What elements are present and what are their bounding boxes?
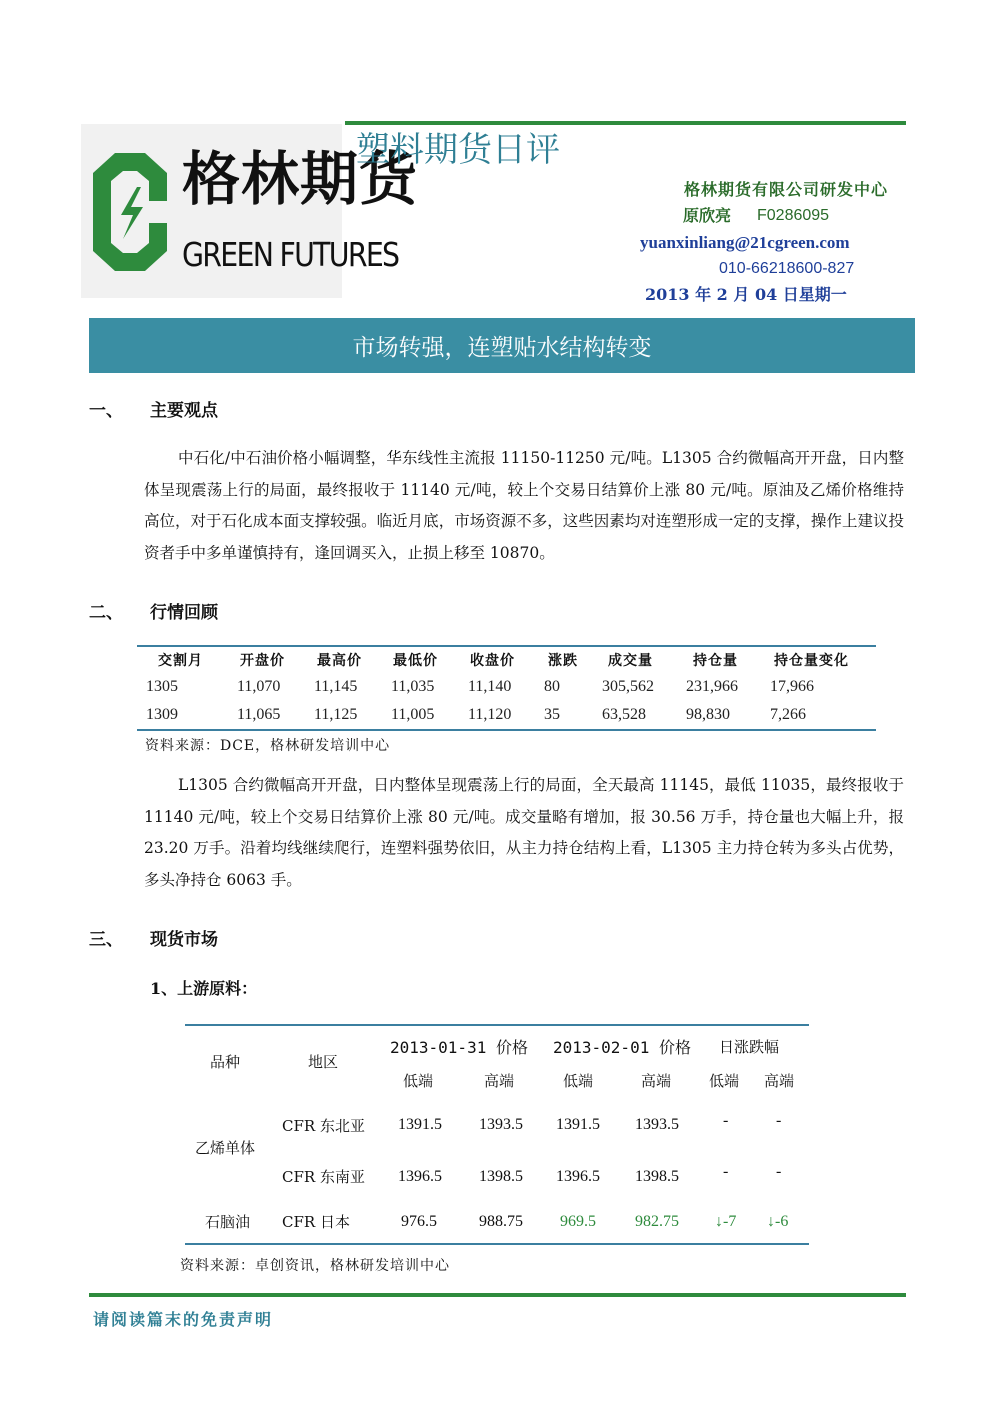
subsection-upstream-title: 1、上游原料： — [150, 979, 258, 998]
report-date: 2013 年 2 月 04 日星期一 — [645, 285, 847, 304]
table2-cell: 982.75 — [635, 1213, 679, 1230]
section-3-number: 三、 — [89, 930, 123, 950]
table1-header-cell: 涨跌 — [548, 653, 578, 669]
table1-cell: 231,966 — [686, 678, 738, 695]
table2-header-low: 低端 — [403, 1072, 434, 1090]
table2-variety-naphtha: 石脑油 — [205, 1213, 251, 1231]
table1-bottom-rule — [137, 729, 876, 731]
table1-cell: 7,266 — [770, 706, 806, 723]
author-phone: 010-66218600-827 — [719, 260, 855, 277]
table2-cell: ↓-6 — [767, 1213, 789, 1230]
author-license: F0286095 — [757, 207, 830, 224]
table2-cell: 1393.5 — [635, 1116, 679, 1133]
table2-cell: - — [776, 1163, 782, 1180]
headline-banner: 市场转强，连塑贴水结构转变 — [89, 318, 915, 373]
table2-header-high: 高端 — [764, 1072, 795, 1090]
table2-region: CFR 东北亚 — [282, 1117, 365, 1135]
table1-cell: 11,005 — [391, 706, 435, 723]
table2-cell: 1396.5 — [556, 1168, 600, 1185]
table2-cell: 1398.5 — [479, 1168, 523, 1185]
author-email[interactable]: yuanxinliang@21cgreen.com — [640, 233, 850, 252]
green-futures-logo-icon — [93, 153, 167, 271]
table1-cell: 1305 — [146, 678, 178, 695]
table2-cell: ↓-7 — [715, 1213, 737, 1230]
table1-source: 资料来源：DCE，格林研发培训中心 — [145, 738, 391, 754]
market-review-paragraph: L1305 合约微幅高开开盘，日内整体呈现震荡上行的局面，全天最高 11145，最低 11035，最终报收于 11140 元/吨，较上个交易日结算价上涨 80 元/吨。成交量略有增加，报 30.56 万手，持仓量也大幅上升，报 23.20 万手。沿着均线继续爬行，连塑料强势依旧，从主力持仓结构上看，L1305 主力持仓转为多头占优势，多头净持仓 6063 手。 — [144, 776, 904, 889]
table1-header-cell: 交割月 — [158, 653, 203, 669]
table1-cell: 305,562 — [602, 678, 654, 695]
table2-header-region: 地区 — [308, 1053, 339, 1071]
table1-cell: 80 — [544, 678, 560, 695]
table2-header-date2: 2013-02-01 价格 — [553, 1038, 691, 1057]
section-2-number: 二、 — [89, 603, 123, 623]
table2-cell: - — [776, 1112, 782, 1129]
table1-header-cell: 开盘价 — [240, 653, 285, 669]
table2-region: CFR 日本 — [282, 1213, 350, 1231]
section-1-title: 主要观点 — [150, 401, 218, 421]
table2-header-low: 低端 — [709, 1072, 740, 1090]
table1-header-cell: 持仓量变化 — [774, 653, 849, 669]
section-2-title: 行情回顾 — [150, 603, 218, 623]
table2-variety-ethylene: 乙烯单体 — [195, 1139, 256, 1157]
table1-cell: 1309 — [146, 706, 178, 723]
main-view-paragraph: 中石化/中石油价格小幅调整，华东线性主流报 11150-11250 元/吨。L1305 合约微幅高开开盘，日内整体呈现震荡上行的局面，最终报收于 11140 元/吨，较上个交易日结算价上涨 80 元/吨。原油及乙烯价格维持高位，对于石化成本面支撑较强。临近月底，市场资源不多，这些因素均对连塑形成一定的支撑，操作上建议投资者手中多单谨慎持有，逢回调买入，止损上移至 10870。 — [144, 449, 904, 562]
table1-cell: 11,140 — [468, 678, 512, 695]
table2-top-rule — [185, 1024, 809, 1026]
table1-header-cell: 持仓量 — [693, 653, 738, 669]
table2-cell: 1396.5 — [398, 1168, 442, 1185]
section-1-number: 一、 — [89, 401, 123, 421]
table1-cell: 11,065 — [237, 706, 281, 723]
table2-cell: - — [723, 1112, 729, 1129]
table-row — [137, 673, 876, 701]
table1-cell: 35 — [544, 706, 560, 723]
table1-header-row — [137, 647, 876, 675]
table-row — [137, 701, 876, 729]
table2-cell: - — [723, 1163, 729, 1180]
logo-chinese-text: 格林期货 — [182, 145, 419, 213]
disclaimer-notice[interactable]: 请阅读篇末的免责声明 — [93, 1310, 274, 1329]
table2-cell: 976.5 — [401, 1213, 437, 1230]
table2-header-high: 高端 — [641, 1072, 672, 1090]
table2-region: CFR 东南亚 — [282, 1168, 365, 1186]
footer-rule — [89, 1293, 906, 1297]
author-name: 原欣亮 — [683, 206, 732, 225]
table2-header-change: 日涨跌幅 — [719, 1038, 780, 1056]
author-organization: 格林期货有限公司研发中心 — [683, 180, 888, 199]
table2-cell: 988.75 — [479, 1213, 523, 1230]
table2-header-date1: 2013-01-31 价格 — [390, 1038, 528, 1057]
table2-header-high: 高端 — [484, 1072, 515, 1090]
table2-source: 资料来源：卓创资讯，格林研发培训中心 — [180, 1258, 450, 1274]
table1-cell: 11,145 — [314, 678, 358, 695]
table1-cell: 11,120 — [468, 706, 512, 723]
table2-header-low: 低端 — [563, 1072, 594, 1090]
table2-header-variety: 品种 — [210, 1053, 241, 1071]
table1-cell: 98,830 — [686, 706, 730, 723]
table1-cell: 11,035 — [391, 678, 435, 695]
table2-bottom-rule — [185, 1243, 809, 1245]
table1-cell: 17,966 — [770, 678, 814, 695]
logo-english-text: GREEN FUTURES — [182, 235, 399, 274]
section-3-title: 现货市场 — [150, 930, 218, 950]
table2-cell: 1391.5 — [398, 1116, 442, 1133]
table1-cell: 11,070 — [237, 678, 281, 695]
table1-header-cell: 成交量 — [608, 653, 653, 669]
header-top-rule — [345, 121, 906, 125]
table1-cell: 63,528 — [602, 706, 646, 723]
table1-cell: 11,125 — [314, 706, 358, 723]
table2-cell: 1398.5 — [635, 1168, 679, 1185]
table1-header-cell: 最高价 — [317, 653, 362, 669]
table2-cell: 1391.5 — [556, 1116, 600, 1133]
table1-header-cell: 最低价 — [393, 653, 438, 669]
table2-cell: 1393.5 — [479, 1116, 523, 1133]
table2-cell: 969.5 — [560, 1213, 596, 1230]
report-title: 塑料期货日评 — [356, 130, 560, 170]
table1-header-cell: 收盘价 — [470, 653, 515, 669]
